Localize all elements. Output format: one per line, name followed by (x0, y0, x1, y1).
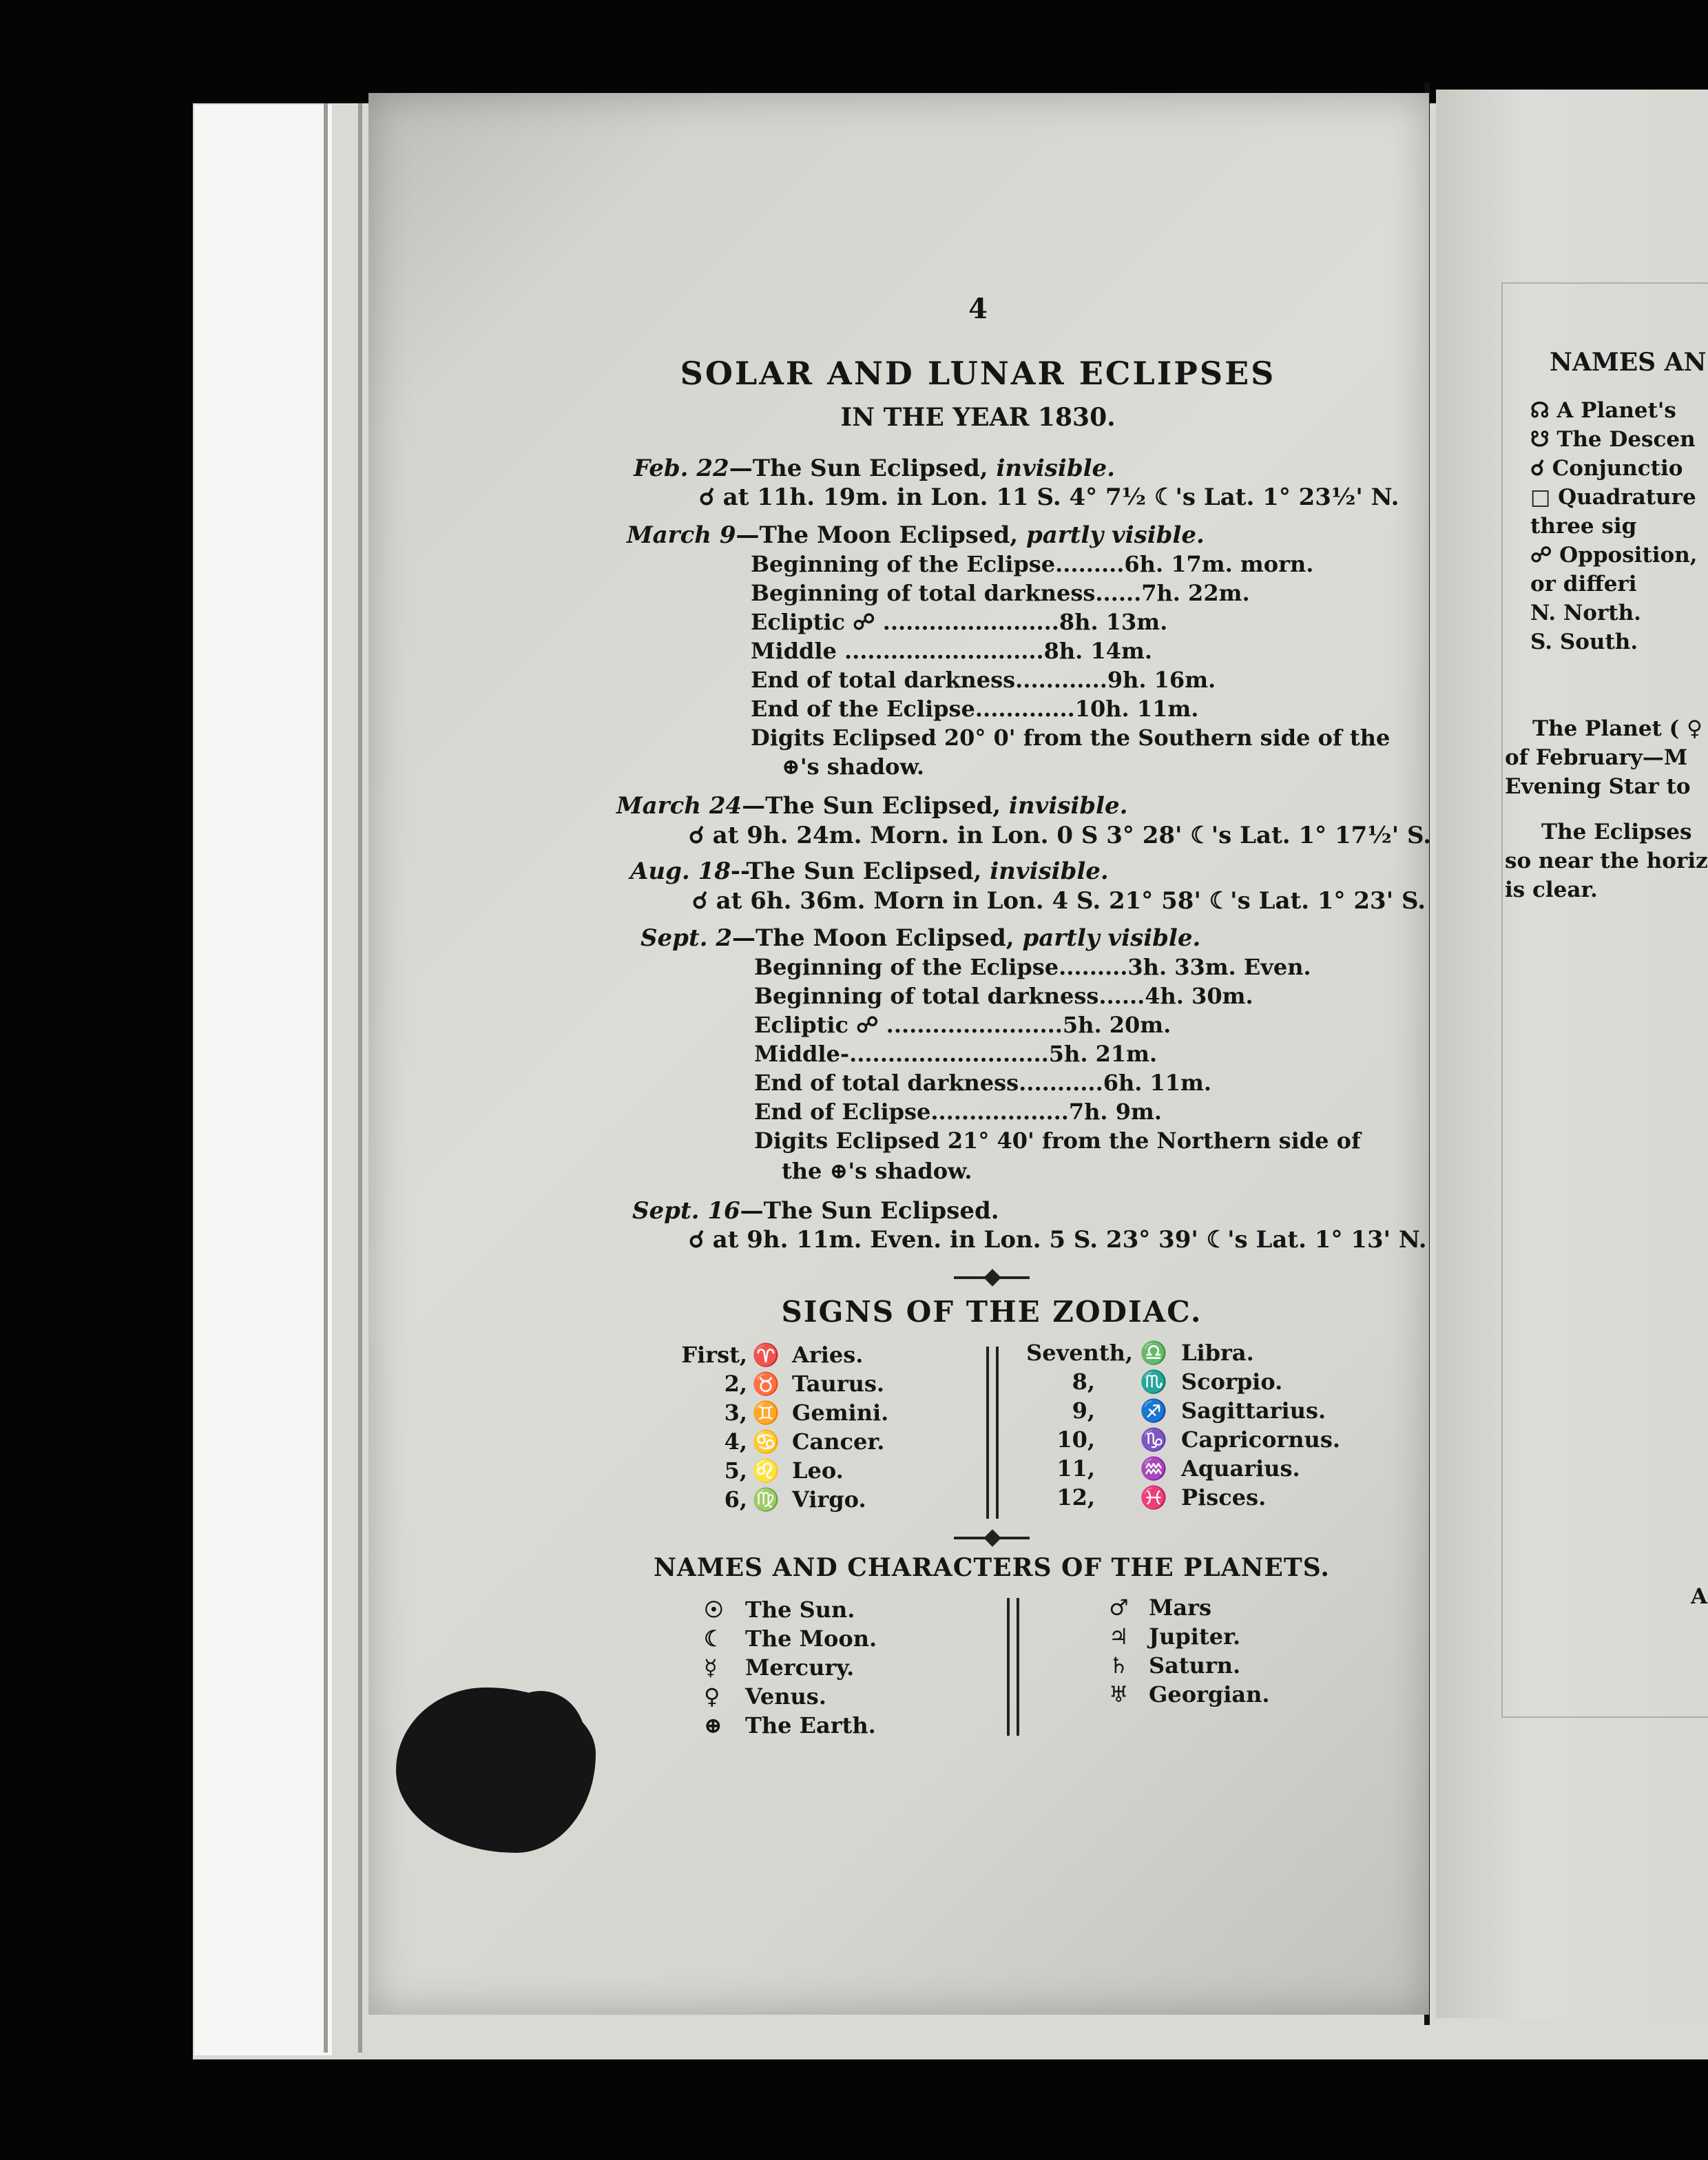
eclipse-digits: Digits Eclipsed 20° 0' from the Southern side of the (751, 725, 1391, 751)
zodiac-sign-name: Aries. (792, 1342, 864, 1368)
eclipse-entry-date: Aug. 18--The Sun Eclipsed, invisible. (630, 858, 1109, 885)
facing-paragraph: is clear. (1505, 878, 1598, 902)
zodiac-number: Seventh, (1026, 1340, 1133, 1366)
facing-paragraph: Evening Star to (1505, 774, 1691, 799)
cancer-icon: ♋ (752, 1429, 780, 1455)
facing-paragraph: of February—M (1505, 745, 1688, 770)
planet-name: Mars (1149, 1595, 1212, 1621)
aries-icon: ♈ (752, 1342, 780, 1368)
facing-line: ☋ The Descen (1530, 427, 1696, 452)
eclipse-entry-date: Sept. 16—The Sun Eclipsed. (632, 1197, 999, 1225)
facing-line: S. South. (1530, 630, 1638, 654)
eclipse-detail: ☌ at 11h. 19m. in Lon. 11 S. 4° 7½ ☾'s Lat. 1° 23½' N. (699, 484, 1399, 511)
facing-line: or differi (1530, 572, 1637, 596)
eclipse-phase: Beginning of the Eclipse.........6h. 17m. morn. (751, 551, 1314, 577)
mount-edge (194, 105, 332, 2055)
page-title: SOLAR AND LUNAR ECLIPSES (680, 355, 1276, 392)
column-rule (1017, 1598, 1019, 1736)
eclipse-digits: the ⊕'s shadow. (782, 1158, 972, 1184)
sagittarius-icon: ♐ (1140, 1398, 1167, 1424)
page-number: 4 (968, 293, 988, 325)
zodiac-number: 3, (724, 1400, 747, 1426)
mars-icon: ♂ (1109, 1595, 1129, 1621)
zodiac-number: 10, (1056, 1426, 1095, 1453)
facing-fragment: A (1691, 1584, 1708, 1609)
page-subtitle: IN THE YEAR 1830. (840, 403, 1116, 432)
zodiac-sign-name: Pisces. (1181, 1484, 1267, 1510)
facing-line: □ Quadrature (1530, 485, 1696, 510)
eclipse-phase: Ecliptic ☍ .......................8h. 13m. (751, 609, 1168, 635)
sun-icon: ☉ (704, 1597, 724, 1623)
facing-paragraph: so near the horiz (1505, 849, 1708, 873)
planet-name: The Sun. (745, 1597, 855, 1623)
libra-icon: ♎ (1140, 1340, 1167, 1366)
eclipse-digits: ⊕'s shadow. (782, 754, 924, 780)
planet-name: Georgian. (1149, 1681, 1270, 1707)
eclipse-phase: Middle-..........................5h. 21m. (754, 1041, 1158, 1067)
facing-line: N. North. (1530, 601, 1641, 625)
eclipse-entry-date: March 9—The Moon Eclipsed, partly visible. (627, 521, 1205, 549)
eclipse-detail: ☌ at 9h. 24m. Morn. in Lon. 0 S 3° 28' ☾'s Lat. 1° 17½' S. (689, 822, 1432, 849)
facing-line: ☌ Conjunctio (1530, 456, 1683, 481)
scorpio-icon: ♏ (1140, 1369, 1167, 1395)
eclipse-phase: Beginning of total darkness......4h. 30m. (754, 983, 1253, 1009)
eclipse-phase: Beginning of the Eclipse.........3h. 33m. Even. (754, 954, 1311, 980)
leo-icon: ♌ (752, 1457, 780, 1484)
zodiac-sign-name: Gemini. (792, 1400, 889, 1426)
planet-name: Saturn. (1149, 1652, 1241, 1679)
mat-line (324, 103, 328, 2053)
planet-name: The Earth. (745, 1712, 876, 1738)
venus-icon: ♀ (704, 1683, 720, 1710)
zodiac-sign-name: Cancer. (792, 1429, 885, 1455)
eclipse-phase: End of Eclipse..................7h. 9m. (754, 1099, 1162, 1125)
eclipse-phase: End of the Eclipse.............10h. 11m. (751, 696, 1199, 722)
eclipse-phase: End of total darkness............9h. 16m. (751, 667, 1216, 693)
eclipse-phase: Beginning of total darkness......7h. 22m. (751, 580, 1250, 606)
pisces-icon: ♓ (1140, 1484, 1167, 1510)
mercury-icon: ☿ (704, 1654, 718, 1681)
column-rule (986, 1347, 989, 1519)
facing-line: ☊ A Planet's (1530, 398, 1676, 423)
column-rule (1007, 1598, 1010, 1736)
zodiac-sign-name: Leo. (792, 1457, 844, 1484)
zodiac-sign-name: Sagittarius. (1181, 1398, 1326, 1424)
planet-name: Mercury. (745, 1654, 855, 1681)
facing-line: ☍ Opposition, (1530, 543, 1698, 568)
eclipse-detail: ☌ at 9h. 11m. Even. in Lon. 5 S. 23° 39' ☾'s Lat. 1° 13' N. (689, 1226, 1427, 1254)
zodiac-sign-name: Aquarius. (1181, 1455, 1300, 1482)
zodiac-number: 8, (1072, 1369, 1095, 1395)
saturn-icon: ♄ (1109, 1652, 1129, 1679)
zodiac-number: 4, (724, 1429, 747, 1455)
planet-name: Venus. (745, 1683, 826, 1710)
eclipse-phase: End of total darkness...........6h. 11m. (754, 1070, 1212, 1096)
zodiac-number: 5, (724, 1457, 747, 1484)
earth-icon: ⊕ (704, 1712, 722, 1738)
eclipse-digits: Digits Eclipsed 21° 40' from the Northern side of (754, 1128, 1361, 1154)
zodiac-number: 9, (1072, 1398, 1095, 1424)
virgo-icon: ♍ (752, 1486, 780, 1513)
facing-heading: NAMES AN (1550, 348, 1707, 377)
moon-icon: ☾ (704, 1626, 724, 1652)
column-rule (996, 1347, 999, 1519)
zodiac-number: 12, (1056, 1484, 1095, 1510)
capricorn-icon: ♑ (1140, 1426, 1167, 1453)
uranus-icon: ♅ (1109, 1681, 1129, 1707)
eclipse-entry-date: Sept. 2—The Moon Eclipsed, partly visible. (640, 924, 1201, 952)
eclipse-phase: Ecliptic ☍ .......................5h. 20m. (754, 1012, 1171, 1038)
gemini-icon: ♊ (752, 1400, 780, 1426)
planet-name: Jupiter. (1149, 1623, 1241, 1650)
planet-name: The Moon. (745, 1626, 877, 1652)
planets-title: NAMES AND CHARACTERS OF THE PLANETS. (654, 1553, 1330, 1582)
aquarius-icon: ♒ (1140, 1455, 1167, 1482)
zodiac-sign-name: Virgo. (792, 1486, 866, 1513)
zodiac-sign-name: Taurus. (792, 1371, 885, 1397)
facing-line: three sig (1530, 514, 1637, 539)
zodiac-title: SIGNS OF THE ZODIAC. (781, 1295, 1202, 1329)
zodiac-number: 6, (724, 1486, 747, 1513)
facing-paragraph: The Eclipses (1541, 820, 1692, 844)
jupiter-icon: ♃ (1109, 1623, 1129, 1650)
zodiac-number: First, (681, 1342, 747, 1368)
eclipse-entry-date: Feb. 22—The Sun Eclipsed, invisible. (634, 455, 1115, 482)
zodiac-sign-name: Capricornus. (1181, 1426, 1340, 1453)
eclipse-phase: Middle ..........................8h. 14m. (751, 638, 1152, 664)
facing-paragraph: The Planet ( ♀ (1532, 716, 1702, 741)
eclipse-entry-date: March 24—The Sun Eclipsed, invisible. (616, 792, 1128, 820)
zodiac-number: 11, (1056, 1455, 1095, 1482)
mat-line (358, 103, 362, 2053)
eclipse-detail: ☌ at 6h. 36m. Morn in Lon. 4 S. 21° 58' ☾'s Lat. 1° 23' S. (692, 887, 1426, 915)
zodiac-number: 2, (724, 1371, 747, 1397)
zodiac-sign-name: Libra. (1181, 1340, 1254, 1366)
taurus-icon: ♉ (752, 1371, 780, 1397)
ink-blot (496, 1691, 585, 1787)
zodiac-sign-name: Scorpio. (1181, 1369, 1283, 1395)
